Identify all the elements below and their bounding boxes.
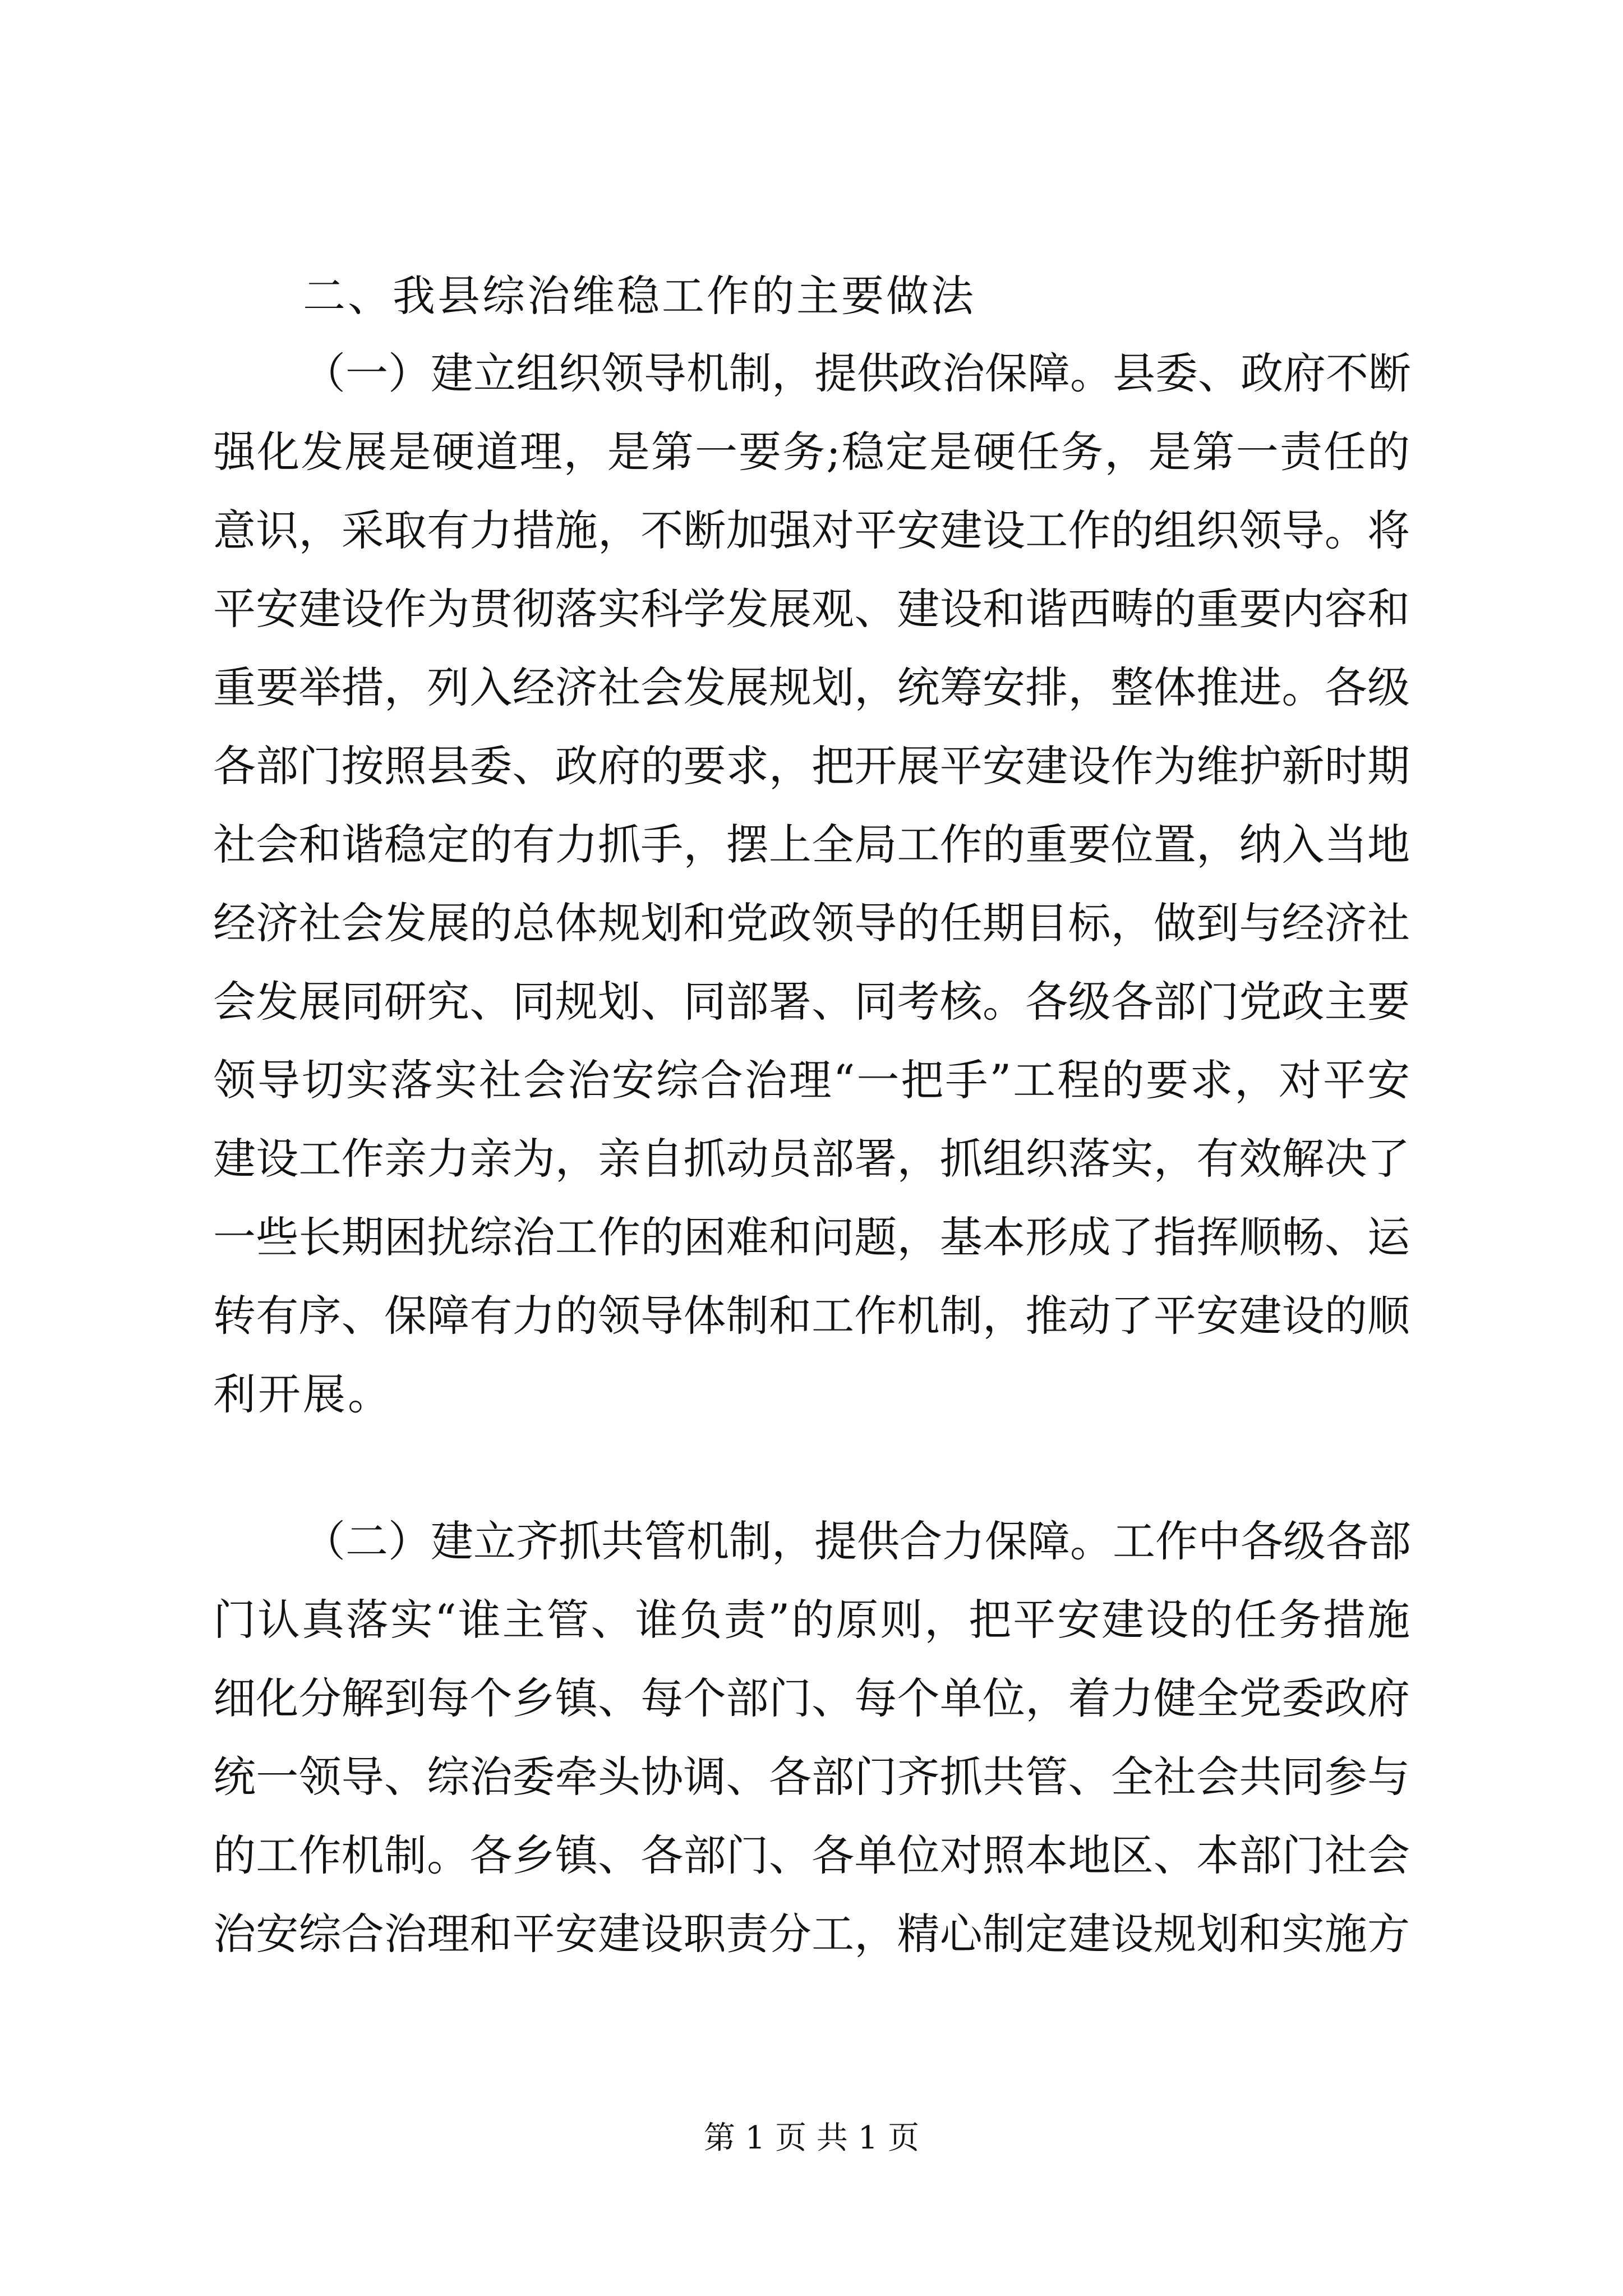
paragraph-1-line: 社会和谐稳定的有力抓手，摆上全局工作的重要位置，纳入当地 — [213, 820, 1410, 869]
paragraph-1-line: 利开展。 — [213, 1369, 393, 1419]
page-footer: 第 1 页 共 1 页 — [703, 2120, 920, 2156]
paragraph-1-line: 各部门按照县委、政府的要求，把开展平安建设作为维护新时期 — [213, 741, 1410, 791]
paragraph-1-line: 强化发展是硬道理，是第一要务;稳定是硬任务，是第一责任的 — [213, 427, 1410, 477]
paragraph-1-line: （一）建立组织领导机制，提供政治保障。县委、政府不断 — [303, 348, 1411, 398]
paragraph-1-line: 意识，采取有力措施，不断加强对平安建设工作的组织领导。将 — [213, 505, 1410, 555]
paragraph-1-line: 平安建设作为贯彻落实科学发展观、建设和谐西畴的重要内容和 — [213, 584, 1410, 634]
paragraph-1-line: 领导切实落实社会治安综合治理“一把手”工程的要求，对平安 — [213, 1055, 1410, 1105]
paragraph-2-line: 门认真落实“谁主管、谁负责”的原则，把平安建设的任务措施 — [213, 1595, 1410, 1645]
paragraph-1-line: 会发展同研究、同规划、同部署、同考核。各级各部门党政主要 — [213, 977, 1410, 1027]
paragraph-1-line: 转有序、保障有力的领导体制和工作机制，推动了平安建设的顺 — [213, 1291, 1410, 1341]
paragraph-1-line: 建设工作亲力亲为，亲自抓动员部署，抓组织落实，有效解决了 — [213, 1134, 1410, 1184]
paragraph-1-line: 重要举措，列入经济社会发展规划，统筹安排，整体推进。各级 — [213, 662, 1410, 712]
paragraph-2-line: 细化分解到每个乡镇、每个部门、每个单位，着力健全党委政府 — [213, 1673, 1410, 1723]
section-heading: 二、我县综治维稳工作的主要做法 — [303, 271, 976, 321]
paragraph-1-line: 一些长期困扰综治工作的困难和问题，基本形成了指挥顺畅、运 — [213, 1212, 1410, 1262]
paragraph-2-line: （二）建立齐抓共管机制，提供合力保障。工作中各级各部 — [303, 1516, 1411, 1566]
paragraph-2-line: 统一领导、综治委牵头协调、各部门齐抓共管、全社会共同参与 — [213, 1752, 1410, 1802]
paragraph-2-line: 治安综合治理和平安建设职责分工，精心制定建设规划和实施方 — [213, 1909, 1410, 1959]
paragraph-2-line: 的工作机制。各乡镇、各部门、各单位对照本地区、本部门社会 — [213, 1830, 1410, 1880]
paragraph-1-line: 经济社会发展的总体规划和党政领导的任期目标，做到与经济社 — [213, 898, 1410, 948]
